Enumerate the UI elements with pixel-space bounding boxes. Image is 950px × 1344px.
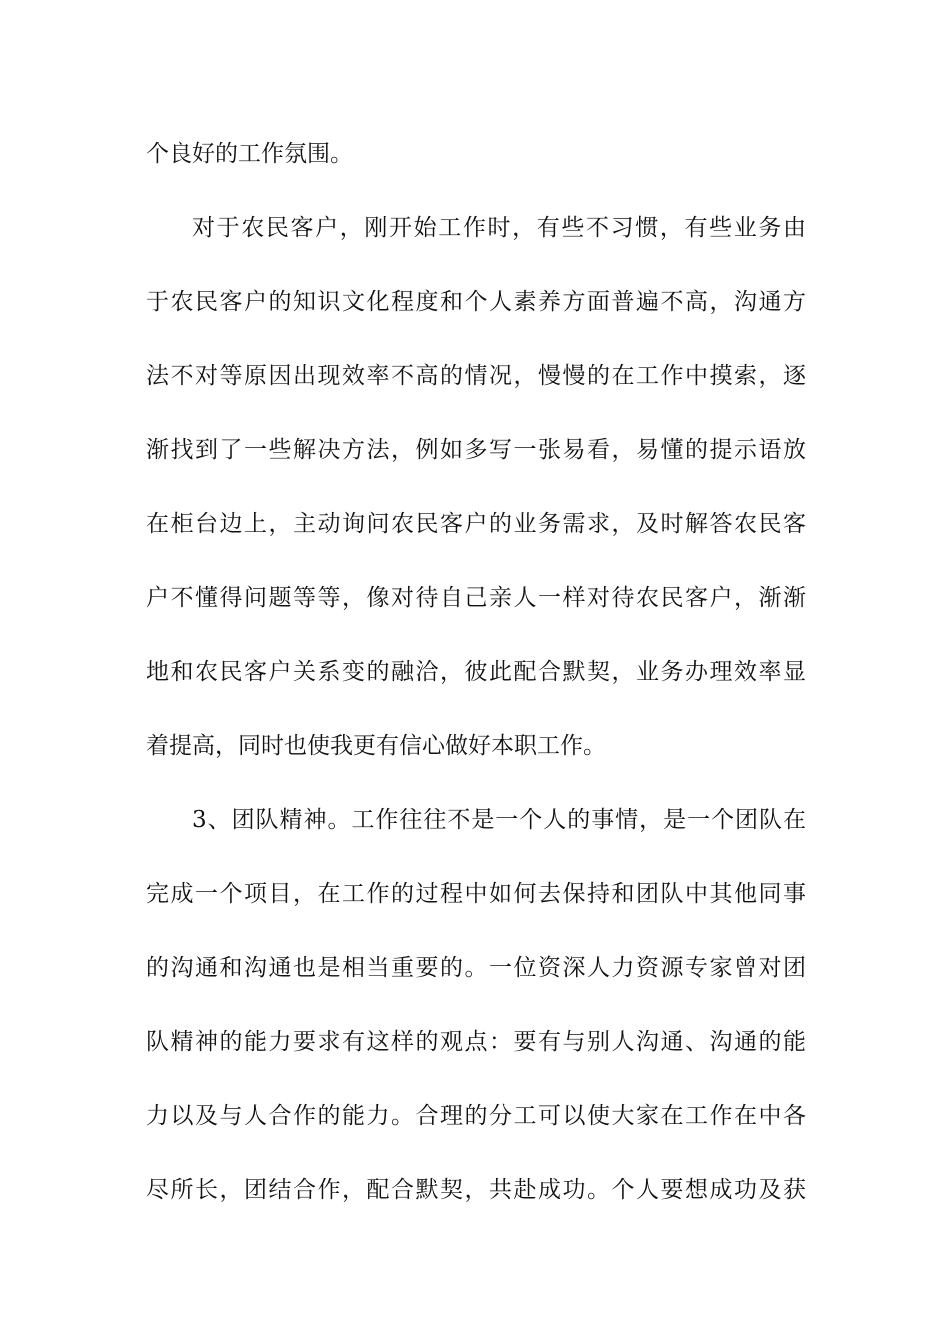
text-line: 队精神的能力要求有这样的观点：要有与别人沟通、沟通的能 [146,1029,806,1055]
text-line: 法不对等原因出现效率不高的情况，慢慢的在工作中摸索，逐 [146,363,806,389]
text-line: 3、团队精神。工作往往不是一个人的事情，是一个团队在 [192,807,806,833]
text-line: 个良好的工作氛围。 [146,141,353,167]
body-text [146,126,806,1236]
text-line: 对于农民客户，刚开始工作时，有些不习惯，有些业务由 [192,215,806,241]
text-line: 于农民客户的知识文化程度和个人素养方面普遍不高，沟通方 [146,289,806,315]
text-line: 地和农民客户关系变的融洽，彼此配合默契，业务办理效率显 [146,659,806,685]
text-line: 的沟通和沟通也是相当重要的。一位资深人力资源专家曾对团 [146,955,806,981]
text-line: 户不懂得问题等等，像对待自己亲人一样对待农民客户，渐渐 [146,585,806,611]
text-line: 完成一个项目，在工作的过程中如何去保持和团队中其他同事 [146,881,806,907]
text-line: 渐找到了一些解决方法，例如多写一张易看，易懂的提示语放 [146,437,806,463]
text-line: 力以及与人合作的能力。合理的分工可以使大家在工作在中各 [146,1103,806,1129]
text-line: 尽所长，团结合作，配合默契，共赴成功。个人要想成功及获 [146,1177,806,1203]
text-line: 着提高，同时也使我更有信心做好本职工作。 [146,733,606,759]
text-line: 在柜台边上，主动询问农民客户的业务需求，及时解答农民客 [146,511,806,537]
